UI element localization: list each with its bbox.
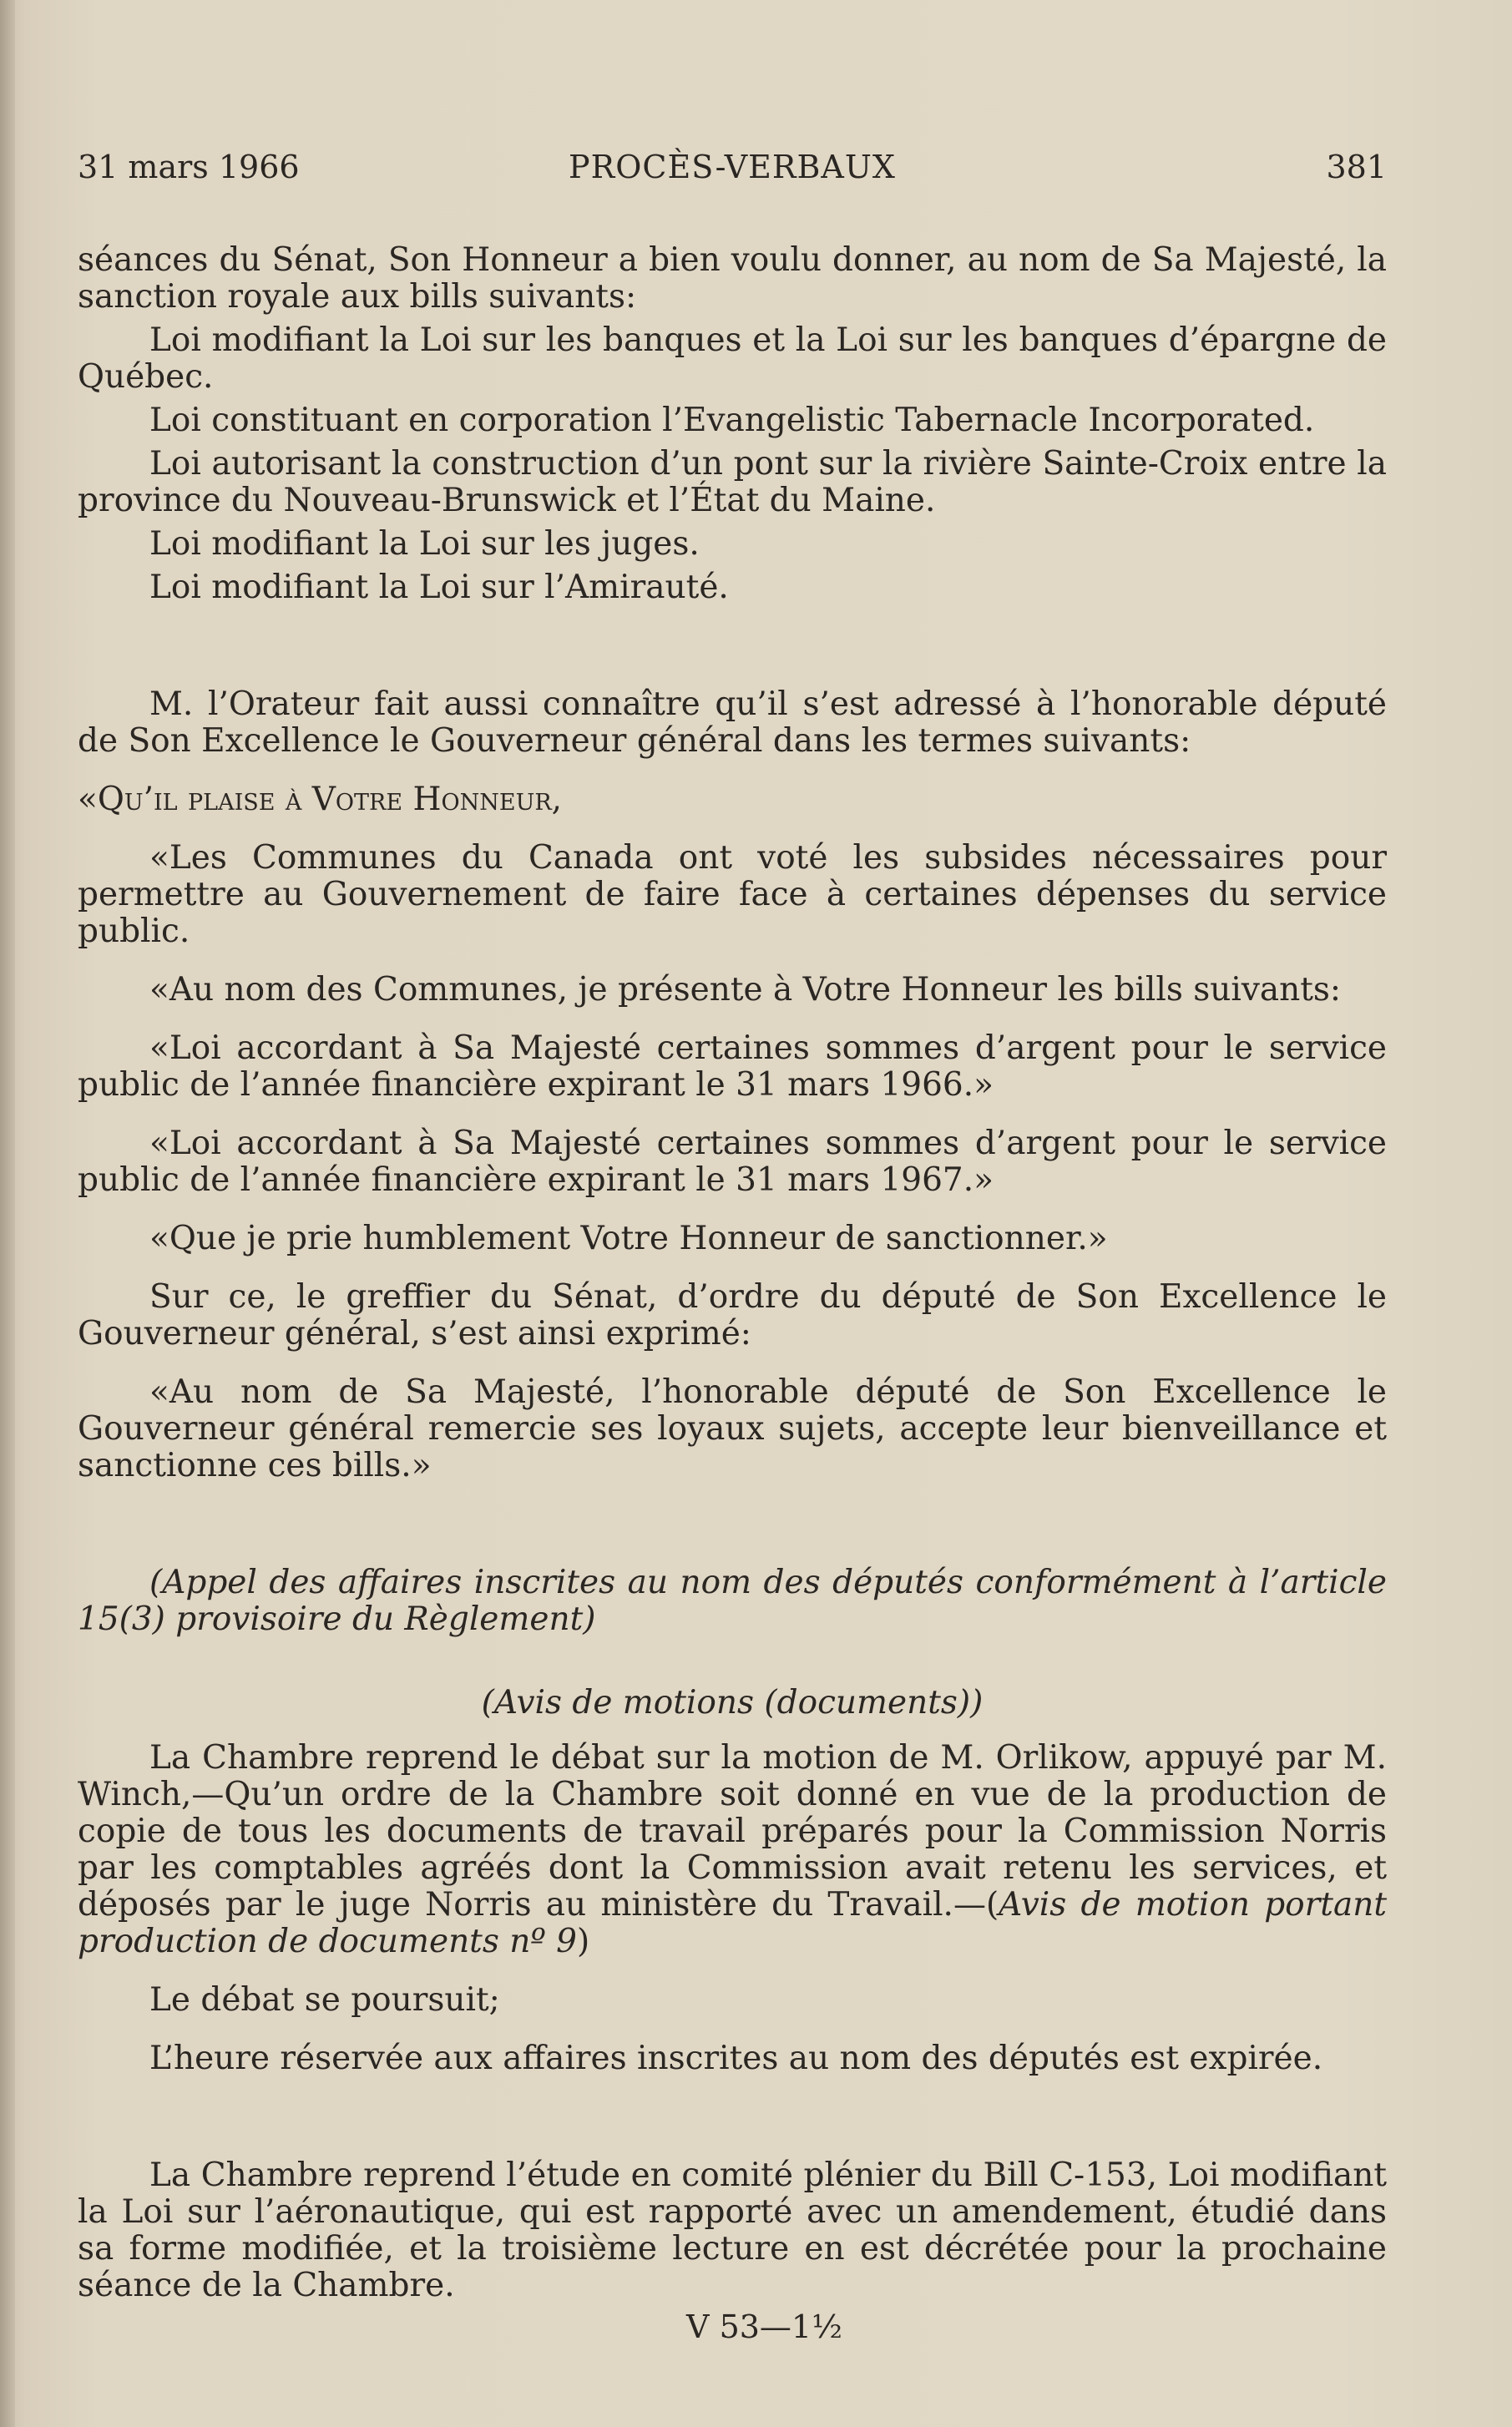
paragraph: Loi modifiant la Loi sur les banques et la Loi sur les banques d’épargne de Québec.	[78, 321, 1387, 396]
paragraph: Loi constituant en corporation l’Evangelistic Tabernacle Incorporated.	[149, 402, 1315, 439]
page-header	[78, 149, 1387, 190]
address-line: «Qu’il plaise à Votre Honneur,	[78, 781, 563, 818]
book-spine-shadow	[0, 0, 15, 2427]
paragraph: séances du Sénat, Son Honneur a bien voulu donner, au nom de Sa Majesté, la sanction royale aux bills suivants:	[78, 241, 1387, 316]
paragraph-italic: Avis de motion portant production de documents nº 9	[78, 1886, 1387, 1960]
section-note	[78, 1565, 1387, 1638]
paragraph: M. l’Orateur fait aussi connaître qu’il s’est adressé à l’honorable député de Son Excellence le Gouverneur général dans les termes suivants:	[78, 685, 1387, 760]
paragraph: «Les Communes du Canada ont voté les subsides nécessaires pour permettre au Gouvernement de faire face à certaines dépenses du service public.	[78, 839, 1387, 950]
printer-signature: V 53—1½	[686, 2308, 842, 2345]
paragraph-text: La Chambre reprend le débat sur la motion de M. Orlikow, appuyé par M. Winch,—Qu’un ordre de la Chambre soit donné en vue de la production de copie de tous les documents de travail préparés pour la Commission Norris par les comptables agréés dont la Commission avait retenu les services, et déposés par le juge Norris au ministère du Travail.—(	[78, 1739, 1387, 1924]
paragraph: Loi modifiant la Loi sur l’Amirauté.	[149, 569, 729, 606]
paragraph: L’heure réservée aux affaires inscrites au nom des députés est expirée.	[149, 2040, 1323, 2077]
section-note-text: (Appel des affaires inscrites au nom des députés conformément à l’article 15(3) provisoire du Règlement)	[78, 1564, 1387, 1638]
paragraph: «Au nom de Sa Majesté, l’honorable député de Son Excellence le Gouverneur général remercie ses loyaux sujets, accepte leur bienveillance et sanctionne ces bills.»	[78, 1373, 1387, 1484]
page-body	[78, 242, 1387, 2304]
paragraph: «Loi accordant à Sa Majesté certaines sommes d’argent pour le service public de l’année financière expirant le 31 mars 1966.»	[78, 1029, 1387, 1104]
paragraph: «Loi accordant à Sa Majesté certaines sommes d’argent pour le service public de l’année financière expirant le 31 mars 1967.»	[78, 1125, 1387, 1199]
paragraph-text-end: )	[576, 1923, 590, 1960]
paragraph: «Au nom des Communes, je présente à Votre Honneur les bills suivants:	[149, 971, 1342, 1009]
header-title: PROCÈS-VERBAUX	[569, 149, 896, 185]
paragraph: Sur ce, le greffier du Sénat, d’ordre du député de Son Excellence le Gouverneur général, s’est ainsi exprimé:	[78, 1278, 1387, 1353]
paragraph: Le débat se poursuit;	[149, 1981, 500, 2019]
section-heading-text: (Avis de motions (documents))	[481, 1684, 984, 1722]
paragraph: Loi autorisant la construction d’un pont sur la rivière Sainte-Croix entre la province du Nouveau-Brunswick et l’État du Maine.	[78, 445, 1387, 519]
paragraph	[78, 1740, 1387, 1960]
paragraph: La Chambre reprend l’étude en comité plénier du Bill C-153, Loi modifiant la Loi sur l’aéronautique, qui est rapporté avec un amendement, étudié dans sa forme modifiée, et la troisième lecture en est décrétée pour la prochaine séance de la Chambre.	[78, 2156, 1387, 2304]
section-heading	[78, 1685, 1387, 1722]
header-date: 31 mars 1966	[78, 149, 300, 185]
paragraph: Loi modifiant la Loi sur les juges.	[149, 525, 700, 563]
paragraph: «Que je prie humblement Votre Honneur de sanctionner.»	[149, 1220, 1108, 1257]
page-number: 381	[1326, 149, 1387, 185]
